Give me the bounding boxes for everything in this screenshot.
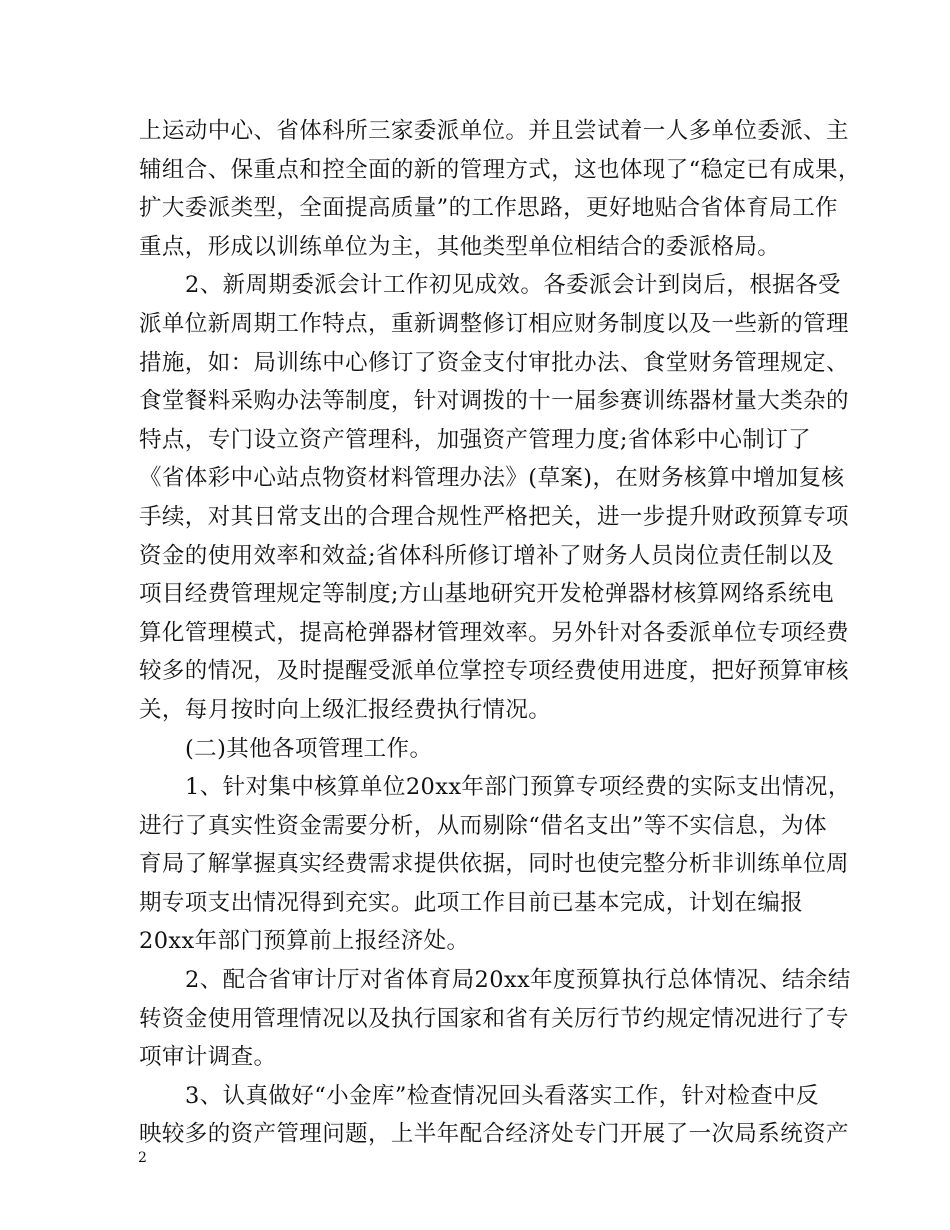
text-line: (二)其他各项管理工作。: [185, 735, 433, 762]
text-line: 扩大委派类型，全面提高质量”的工作思路，更好地贴合省体育局工作: [139, 195, 838, 222]
text-line: 映较多的资产管理问题，上半年配合经济处专门开展了一次局系统资产: [139, 1121, 849, 1148]
text-line: 关，每月按时向上级汇报经费执行情况。: [139, 696, 552, 723]
text-line: 上运动中心、省体科所三家委派单位。并且尝试着一人多单位委派、主: [139, 118, 849, 144]
text-line: 资金的使用效率和效益;省体科所修订增补了财务人员岗位责任制以及: [139, 542, 834, 569]
page-number: 2: [138, 1150, 147, 1166]
text-line: 20xx年部门预算前上报经济处。: [139, 928, 470, 955]
text-line: 2、新周期委派会计工作初见成效。各委派会计到岗后，根据各受: [185, 272, 841, 299]
text-line: 食堂餐料采购办法等制度，针对调拨的十一届参赛训练器材量大类杂的: [139, 388, 849, 415]
text-line: 辅组合、保重点和控全面的新的管理方式，这也体现了“稳定已有成果，: [139, 156, 861, 183]
text-line: 较多的情况，及时提醒受派单位掌控专项经费使用进度，把好预算审核: [139, 658, 849, 685]
text-line: 期专项支出情况得到充实。此项工作目前已基本完成，计划在编报: [139, 889, 804, 916]
text-line: 进行了真实性资金需要分析，从而剔除“借名支出”等不实信息，为体: [139, 812, 827, 839]
text-line: 项审计调查。: [139, 1044, 277, 1071]
text-line: 育局了解掌握真实经费需求提供依据，同时也使完整分析非训练单位周: [139, 851, 849, 878]
text-line: 特点，专门设立资产管理科，加强资产管理力度;省体彩中心制订了: [139, 426, 812, 453]
text-line: 1、针对集中核算单位20xx年部门预算专项经费的实际支出情况，: [185, 774, 851, 801]
text-line: 转资金使用管理情况以及执行国家和省有关厉行节约规定情况进行了专: [139, 1005, 849, 1032]
text-line: 算化管理模式，提高枪弹器材管理效率。另外针对各委派单位专项经费: [139, 619, 849, 646]
text-line: 重点，形成以训练单位为主，其他类型单位相结合的委派格局。: [139, 233, 781, 260]
text-line: 3、认真做好“小金库”检查情况回头看落实工作，针对检查中反: [185, 1082, 819, 1109]
text-line: 项目经费管理规定等制度;方山基地研究开发枪弹器材核算网络系统电: [139, 581, 834, 608]
text-line: 手续，对其日常支出的合理合规性严格把关，进一步提升财政预算专项: [139, 503, 849, 530]
text-line: 《省体彩中心站点物资材料管理办法》(草案)，在财务核算中增加复核: [139, 465, 845, 492]
text-line: 派单位新周期工作特点，重新调整修订相应财务制度以及一些新的管理: [139, 310, 849, 337]
document-body: [139, 112, 861, 1154]
text-line: 措施，如：局训练中心修订了资金支付审批办法、食堂财务管理规定、: [139, 349, 849, 376]
text-line: 2、配合省审计厅对省体育局20xx年度预算执行总体情况、结余结: [185, 967, 851, 994]
